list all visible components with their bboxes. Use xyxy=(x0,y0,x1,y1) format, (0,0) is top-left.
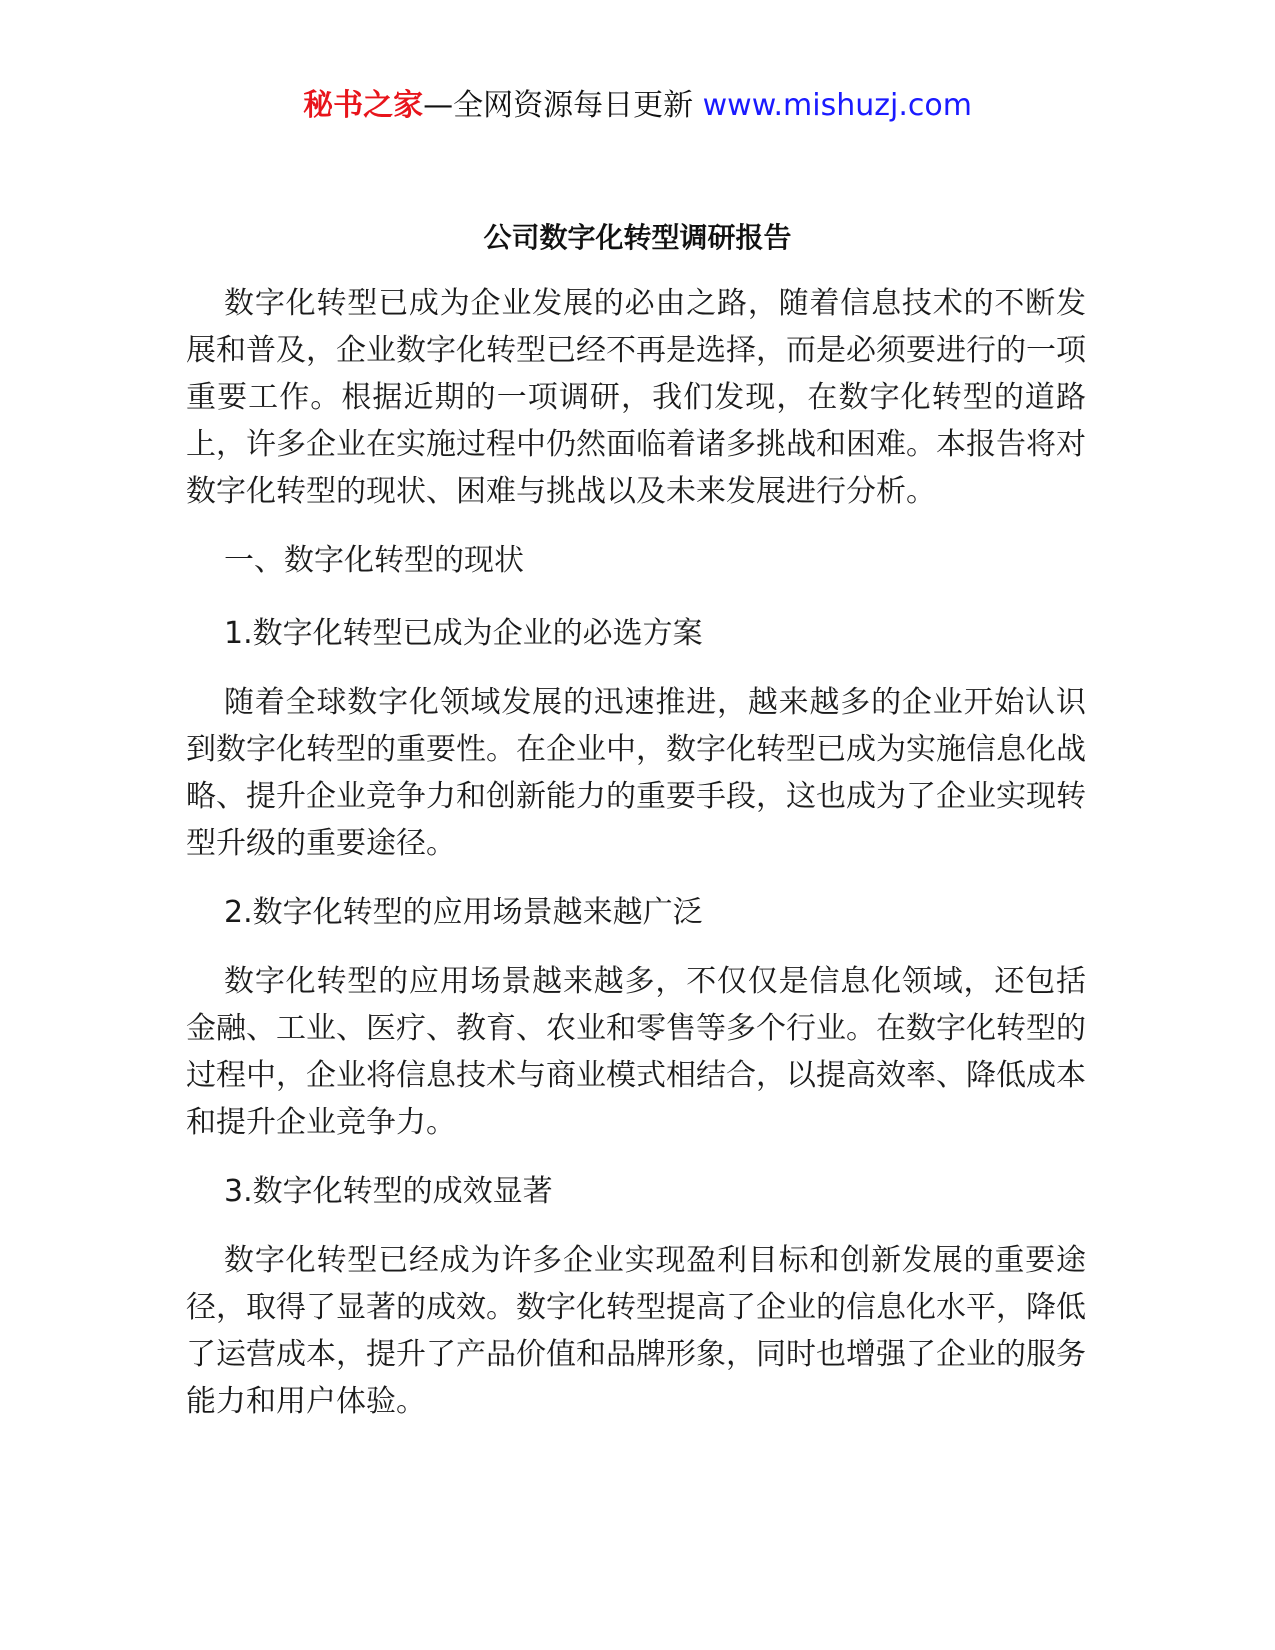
section-heading-1: 一、数字化转型的现状 xyxy=(224,543,524,578)
document-title: 公司数字化转型调研报告 xyxy=(483,221,792,254)
subsection-heading-2: 2.数字化转型的应用场景越来越广泛 xyxy=(224,895,703,930)
site-url-link[interactable]: www.mishuzj.com xyxy=(702,88,972,123)
site-brand: 秘书之家 xyxy=(303,88,424,123)
subsection-heading-3: 3.数字化转型的成效显著 xyxy=(224,1174,553,1209)
document-body xyxy=(186,280,1086,1447)
subsection-paragraph-3: 数字化转型已经成为许多企业实现盈利目标和创新发展的重要途径，取得了显著的成效。数字化转型提高了企业的信息化水平，降低了运营成本，提升了产品价值和品牌形象，同时也增强了企业的服务能力和用户体验。 xyxy=(186,1243,1086,1419)
subsection-paragraph-2: 数字化转型的应用场景越来越多，不仅仅是信息化领域，还包括金融、工业、医疗、教育、农业和零售等多个行业。在数字化转型的过程中，企业将信息技术与商业模式相结合，以提高效率、降低成本和提升企业竞争力。 xyxy=(186,964,1086,1140)
subsection-paragraph-1: 随着全球数字化领域发展的迅速推进，越来越多的企业开始认识到数字化转型的重要性。在企业中，数字化转型已成为实施信息化战略、提升企业竞争力和创新能力的重要手段，这也成为了企业实现转型升级的重要途径。 xyxy=(186,685,1086,861)
subsection-heading-1: 1.数字化转型已成为企业的必选方案 xyxy=(224,616,703,651)
intro-paragraph: 数字化转型已成为企业发展的必由之路，随着信息技术的不断发展和普及，企业数字化转型已经不再是选择，而是必须要进行的一项重要工作。根据近期的一项调研，我们发现，在数字化转型的道路上，许多企业在实施过程中仍然面临着诸多挑战和困难。本报告将对数字化转型的现状、困难与挑战以及未来发展进行分析。 xyxy=(186,286,1086,509)
site-tagline: —全网资源每日更新 xyxy=(423,88,694,123)
site-header xyxy=(0,86,1275,126)
